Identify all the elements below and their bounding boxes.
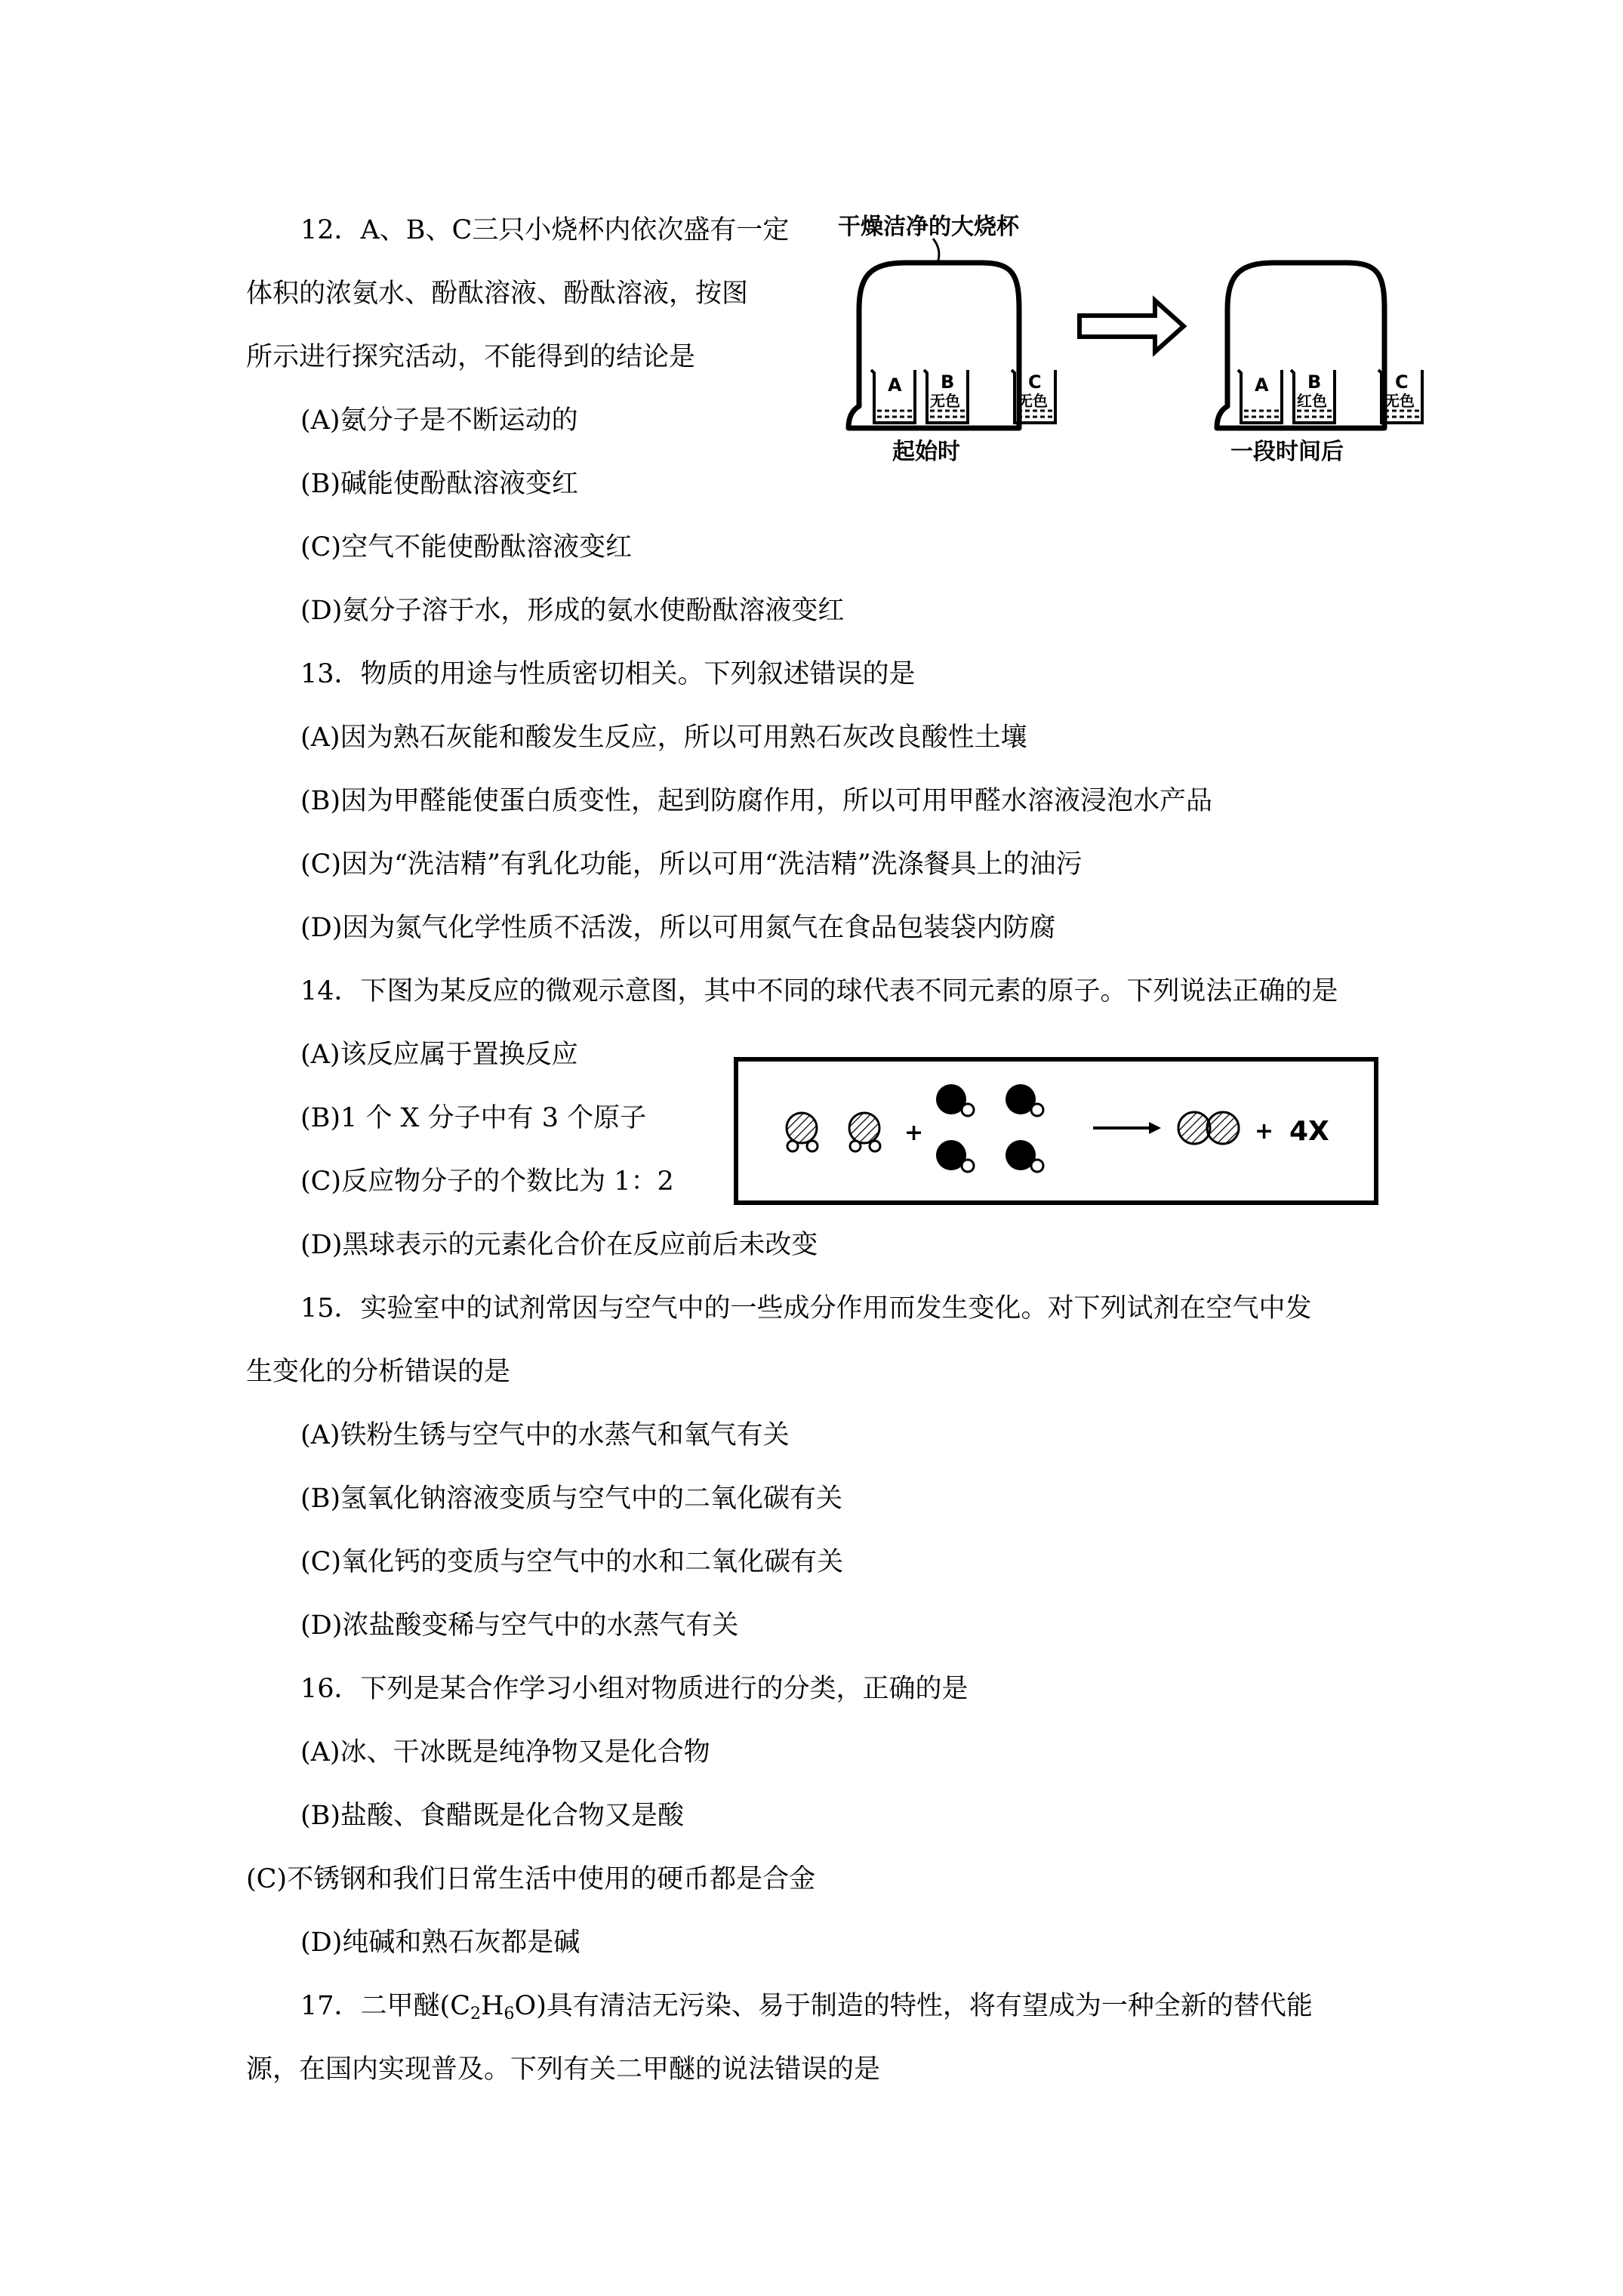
q14-option-d: (D)黑球表示的元素化合价在反应前后未改变: [300, 1230, 818, 1260]
q15-stem-line-2: 生变化的分析错误的是: [246, 1357, 511, 1387]
q12-stem-line-3: 所示进行探究活动，不能得到的结论是: [246, 342, 696, 372]
after-beaker-b-label: B: [1307, 371, 1322, 393]
hatched-diatomic-molecule-icon: [1178, 1112, 1239, 1144]
q15-stem-line-1: 15．实验室中的试剂常因与空气中的一些成分作用而发生变化。对下列试剂在空气中发: [300, 1293, 1312, 1324]
start-caption: 起始时: [892, 439, 960, 465]
q15-option-b: (B)氢氧化钠溶液变质与空气中的二氧化碳有关: [300, 1484, 843, 1514]
hatched-molecule-icon: [787, 1113, 818, 1151]
q16-option-c: (C)不锈钢和我们日常生活中使用的硬币都是合金: [246, 1864, 816, 1894]
big-beaker-label: 干燥洁净的大烧杯: [838, 214, 1019, 240]
black-molecule-icon: [936, 1084, 974, 1116]
hatched-molecule-icon: [849, 1113, 880, 1151]
q14-stem: 14．下图为某反应的微观示意图，其中不同的球代表不同元素的原子。下列说法正确的是: [300, 976, 1338, 1006]
q16-option-d: (D)纯碱和熟石灰都是碱: [300, 1928, 581, 1958]
after-beaker-a-label: A: [1255, 374, 1269, 396]
q12-beaker-figure: [830, 211, 1434, 468]
q12-option-d: (D)氨分子溶于水，形成的氨水使酚酞溶液变红: [300, 596, 845, 626]
q12-stem-line-1: 12．A、B、C三只小烧杯内依次盛有一定: [300, 215, 790, 245]
q12-stem-line-2: 体积的浓氨水、酚酞溶液、酚酞溶液，按图: [246, 279, 749, 309]
product-4x: 4X: [1289, 1116, 1329, 1147]
q14-reaction-figure: [732, 1056, 1381, 1207]
q14-option-a: (A)该反应属于置换反应: [300, 1040, 578, 1070]
process-arrow-icon: [1079, 300, 1184, 352]
start-beaker-c-color: 无色: [1018, 392, 1048, 410]
plus-sign: +: [904, 1120, 924, 1146]
q16-option-b: (B)盐酸、食醋既是化合物又是酸: [300, 1801, 685, 1831]
q13-stem: 13．物质的用途与性质密切相关。下列叙述错误的是: [300, 659, 916, 689]
q12-option-c: (C)空气不能使酚酞溶液变红: [300, 532, 633, 562]
black-molecule-icon: [936, 1140, 974, 1172]
start-beaker-a-label: A: [888, 374, 902, 396]
q13-option-a: (A)因为熟石灰能和酸发生反应，所以可用熟石灰改良酸性土壤: [300, 723, 1027, 753]
q15-option-a: (A)铁粉生锈与空气中的水蒸气和氧气有关: [300, 1420, 790, 1450]
black-molecule-icon: [1006, 1084, 1043, 1116]
q17-stem-line-1: 17．二甲醚$(C_2H_6O)$具有清洁无污染、易于制造的特性，将有望成为一种全新的替代能: [300, 1991, 1313, 2023]
start-beaker-c-label: C: [1028, 371, 1042, 393]
q15-option-d: (D)浓盐酸变稀与空气中的水蒸气有关: [300, 1610, 739, 1641]
q15-option-c: (C)氧化钙的变质与空气中的水和二氧化碳有关: [300, 1547, 844, 1577]
after-beaker-b-color: 红色: [1297, 392, 1327, 410]
q14-option-c: (C)反应物分子的个数比为 1：2: [300, 1166, 674, 1197]
q12-option-a: (A)氨分子是不断运动的: [300, 405, 578, 436]
q16-stem: 16．下列是某合作学习小组对物质进行的分类，正确的是: [300, 1674, 969, 1704]
plus-sign: +: [1255, 1118, 1274, 1145]
after-beaker-c-label: C: [1395, 371, 1409, 393]
start-beaker-b-label: B: [941, 371, 955, 393]
q12-option-b: (B)碱能使酚酞溶液变红: [300, 469, 579, 499]
q13-option-b: (B)因为甲醛能使蛋白质变性，起到防腐作用，所以可用甲醛水溶液浸泡水产品: [300, 786, 1213, 816]
black-molecule-icon: [1006, 1140, 1043, 1172]
reaction-arrow-icon: [1093, 1122, 1161, 1134]
q14-option-b: (B)1 个 X 分子中有 3 个原子: [300, 1103, 647, 1133]
start-beaker-b-color: 无色: [930, 392, 960, 410]
q13-option-c: (C)因为“洗洁精”有乳化功能，所以可用“洗洁精”洗涤餐具上的油污: [300, 849, 1083, 880]
q13-option-d: (D)因为氮气化学性质不活泼，所以可用氮气在食品包装袋内防腐: [300, 913, 1056, 943]
q17-stem-line-2: 源，在国内实现普及。下列有关二甲醚的说法错误的是: [246, 2054, 881, 2085]
after-beaker-c-color: 无色: [1384, 392, 1415, 410]
after-caption: 一段时间后: [1230, 439, 1344, 465]
q16-option-a: (A)冰、干冰既是纯净物又是化合物: [300, 1737, 710, 1767]
